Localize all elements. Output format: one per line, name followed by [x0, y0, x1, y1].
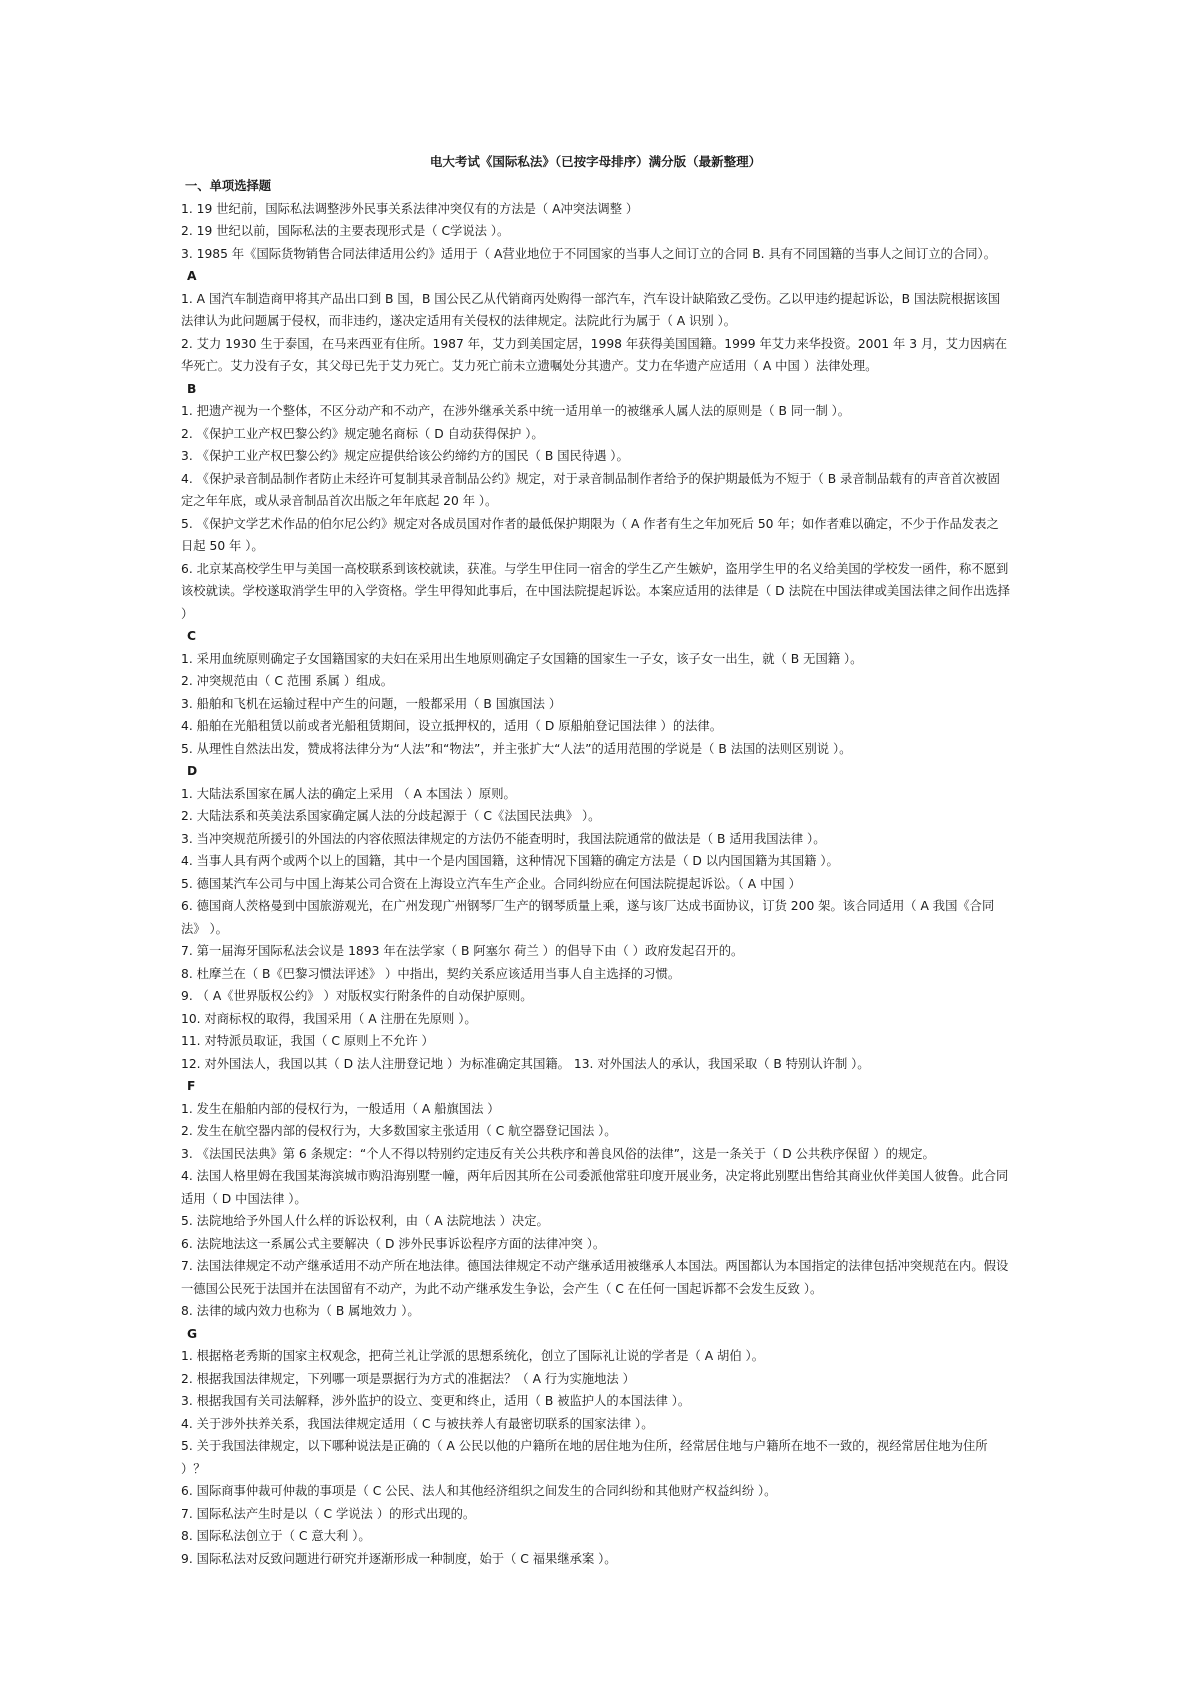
question-item: 11. 对特派员取证，我国（ C 原则上不允许 ） [181, 1034, 434, 1048]
question-item: 4. 船舶在光船租赁以前或者光船租赁期间，设立抵押权的，适用（ D 原船舶登记国法律 ）的法律。 [181, 719, 723, 733]
question-item: 2. 艾力 1930 生于泰国，在马来西亚有住所。1987 年，艾力到美国定居，1998 年获得美国国籍。1999 年艾力来华投资。2001 年 3 月，艾力因病在华死亡。艾力没有子女，其父母已先于艾力死亡。艾力死亡前未立遗嘱处分其遗产。艾力在华遗产应适用（ A 中国 ）法律处理。 [181, 336, 1008, 373]
group-d [181, 760, 1011, 1075]
group-a [181, 265, 1011, 378]
question-item: 3. 《保护工业产权巴黎公约》规定应提供给该公约缔约方的国民（ B 国民待遇 ）。 [181, 449, 629, 463]
question-item: 3. 根据我国有关司法解释，涉外监护的设立、变更和终止，适用（ B 被监护人的本国法律 ）。 [181, 1394, 691, 1408]
question-item: 5. 德国某汽车公司与中国上海某公司合资在上海设立汽车生产企业。合同纠纷应在何国法院提起诉讼。（ A 中国 ） [181, 876, 801, 891]
question-item: 8. 杜摩兰在（ B《巴黎习惯法评述》 ）中指出，契约关系应该适用当事人自主选择的习惯。 [181, 966, 681, 981]
group-g [181, 1323, 1011, 1571]
question-item: 1. A 国汽车制造商甲将其产品出口到 B 国，B 国公民乙从代销商丙处购得一部汽车，汽车设计缺陷致乙受伤。乙以甲违约提起诉讼，B 国法院根据该国法律认为此问题属于侵权，而非违约，遂决定适用有关侵权的法律规定。法院此行为属于（ A 识别 ）。 [181, 291, 1001, 328]
letter-heading: F [187, 1079, 196, 1093]
question-item: 7. 第一届海牙国际私法会议是 1893 年在法学家（ B 阿塞尔 荷兰 ）的倡导下由（ ）政府发起召开的。 [181, 944, 744, 958]
question-item: 2. 冲突规范由（ C 范围 系属 ）组成。 [181, 674, 394, 688]
letter-heading: A [187, 269, 197, 283]
question-item: 1. 根据格老秀斯的国家主权观念，把荷兰礼让学派的思想系统化，创立了国际礼让说的学者是（ A 胡伯 ）。 [181, 1349, 764, 1363]
question-item: 1. 把遗产视为一个整体，不区分动产和不动产，在涉外继承关系中统一适用单一的被继承人属人法的原则是（ B 同一制 ）。 [181, 404, 851, 418]
question-item: 4. 当事人具有两个或两个以上的国籍，其中一个是内国国籍，这种情况下国籍的确定方法是（ D 以内国国籍为其国籍 ）。 [181, 854, 839, 868]
question-item: 8. 国际私法创立于（ C 意大利 ）。 [181, 1529, 371, 1543]
group-f [181, 1075, 1011, 1323]
question-item: 4. 法国人格里姆在我国某海滨城市购沿海别墅一幢，两年后因其所在公司委派他常驻印度开展业务，决定将此别墅出售给其商业伙伴美国人彼鲁。此合同适用（ D 中国法律 ）。 [181, 1169, 1009, 1206]
question-item: 8. 法律的域内效力也称为（ B 属地效力 ）。 [181, 1304, 420, 1318]
question-item: 5. 从理性自然法出发，赞成将法律分为“人法”和“物法”，并主张扩大“人法”的适用范围的学说是（ B 法国的法则区别说 ）。 [181, 741, 852, 756]
question-item: 3. 1985 年《国际货物销售合同法律适用公约》适用于（ A营业地位于不同国家的当事人之间订立的合同 B. 具有不同国籍的当事人之间订立的合同）。 [181, 246, 996, 261]
document-title: 电大考试《国际私法》（已按字母排序）满分版（最新整理） [429, 154, 762, 169]
question-item: 7. 国际私法产生时是以（ C 学说法 ）的形式出现的。 [181, 1506, 476, 1521]
question-item: 7. 法国法律规定不动产继承适用不动产所在地法律。德国法律规定不动产继承适用被继承人本国法。两国都认为本国指定的法律包括冲突规范在内。假设一德国公民死于法国并在法国留有不动产，为此不动产继承发生争讼，会产生（ C 在任何一国起诉都不会发生反致 ）。 [181, 1259, 1009, 1296]
question-item: 1. 采用血统原则确定子女国籍国家的夫妇在采用出生地原则确定子女国籍的国家生一子女，该子女一出生，就（ B 无国籍 ）。 [181, 651, 863, 666]
question-item: 3. 当冲突规范所援引的外国法的内容依照法律规定的方法仍不能查明时，我国法院通常的做法是（ B 适用我国法律 ）。 [181, 831, 826, 846]
question-item: 2. 19 世纪以前，国际私法的主要表现形式是（ C学说法 ）。 [181, 224, 510, 238]
question-item: 3. 《法国民法典》第 6 条规定：“个人不得以特别约定违反有关公共秩序和善良风俗的法律”，这是一条关于（ D 公共秩序保留 ）的规定。 [181, 1146, 935, 1161]
question-item: 3. 船舶和飞机在运输过程中产生的问题，一般都采用（ B 国旗国法 ） [181, 696, 562, 711]
document-body [181, 175, 1011, 1570]
question-item: 9. （ A《世界版权公约》 ）对版权实行附条件的自动保护原则。 [181, 989, 533, 1003]
question-item: 4. 《保护录音制品制作者防止未经许可复制其录音制品公约》规定，对于录音制品制作者给予的保护期最低为不短于（ B 录音制品载有的声音首次被固定之年年底，或从录音制品首次出版之年年底起 20 年 ）。 [181, 471, 1000, 508]
letter-heading: G [187, 1326, 198, 1341]
intro-questions [181, 198, 1011, 266]
question-item: 6. 北京某高校学生甲与美国一高校联系到该校就读，获准。与学生甲住同一宿舍的学生乙产生嫉妒，盗用学生甲的名义给美国的学校发一函件，称不愿到该校就读。学校遂取消学生甲的入学资格。学生甲得知此事后，在中国法院提起诉讼。本案应适用的法律是（ D 法院在中国法律或美国法律之间作出选择 ） [181, 561, 1010, 621]
question-item: 2. 发生在航空器内部的侵权行为，大多数国家主张适用（ C 航空器登记国法 ）。 [181, 1124, 617, 1138]
question-item: 5. 《保护文学艺术作品的伯尔尼公约》规定对各成员国对作者的最低保护期限为（ A 作者有生之年加死后 50 年；如作者难以确定，不少于作品发表之日起 50 年 ）。 [181, 516, 999, 553]
question-item: 2. 根据我国法律规定，下列哪一项是票据行为方式的准据法？（ A 行为实施地法 ） [181, 1371, 635, 1386]
question-item: 1. 发生在船舶内部的侵权行为，一般适用（ A 船旗国法 ） [181, 1101, 500, 1116]
question-item: 5. 法院地给予外国人什么样的诉讼权利，由（ A 法院地法 ）决定。 [181, 1214, 549, 1228]
letter-heading: D [187, 764, 198, 778]
question-item: 5. 关于我国法律规定，以下哪种说法是正确的（ A 公民以他的户籍所在地的居住地为住所，经常居住地与户籍所在地不一致的，视经常居住地为住所 ）？ [181, 1439, 988, 1476]
question-item: 2. 《保护工业产权巴黎公约》规定驰名商标（ D 自动获得保护 ）。 [181, 426, 544, 441]
letter-heading: B [187, 381, 197, 396]
letter-heading: C [187, 629, 197, 643]
group-c [181, 625, 1011, 760]
group-b [181, 378, 1011, 626]
question-item: 4. 关于涉外扶养关系，我国法律规定适用（ C 与被扶养人有最密切联系的国家法律 ）。 [181, 1416, 654, 1431]
question-item: 6. 德国商人茨格曼到中国旅游观光，在广州发现广州钢琴厂生产的钢琴质量上乘，遂与该厂达成书面协议，订货 200 架。该合同适用（ A 我国《合同法》 ）。 [181, 899, 995, 936]
question-item: 6. 国际商事仲裁可仲裁的事项是（ C 公民、法人和其他经济组织之间发生的合同纠纷和其他财产权益纠纷 ）。 [181, 1484, 777, 1498]
section-heading: 一、单项选择题 [185, 179, 272, 193]
question-item: 1. 大陆法系国家在属人法的确定上采用 （ A 本国法 ）原则。 [181, 786, 516, 801]
question-item: 9. 国际私法对反致问题进行研究并逐渐形成一种制度，始于（ C 福果继承案 ）。 [181, 1551, 617, 1566]
question-item: 1. 19 世纪前，国际私法调整涉外民事关系法律冲突仅有的方法是（ A冲突法调整 ） [181, 201, 639, 216]
question-item: 2. 大陆法系和英美法系国家确定属人法的分歧起源于（ C《法国民法典》 ）。 [181, 809, 601, 823]
question-item: 12. 对外国法人，我国以其（ D 法人注册登记地 ）为标准确定其国籍。 13. 对外国法人的承认，我国采取（ B 特别认许制 ）。 [181, 1056, 870, 1071]
question-item: 6. 法院地法这一系属公式主要解决（ D 涉外民事诉讼程序方面的法律冲突 ）。 [181, 1236, 606, 1251]
question-item: 10. 对商标权的取得，我国采用（ A 注册在先原则 ）。 [181, 1011, 477, 1026]
